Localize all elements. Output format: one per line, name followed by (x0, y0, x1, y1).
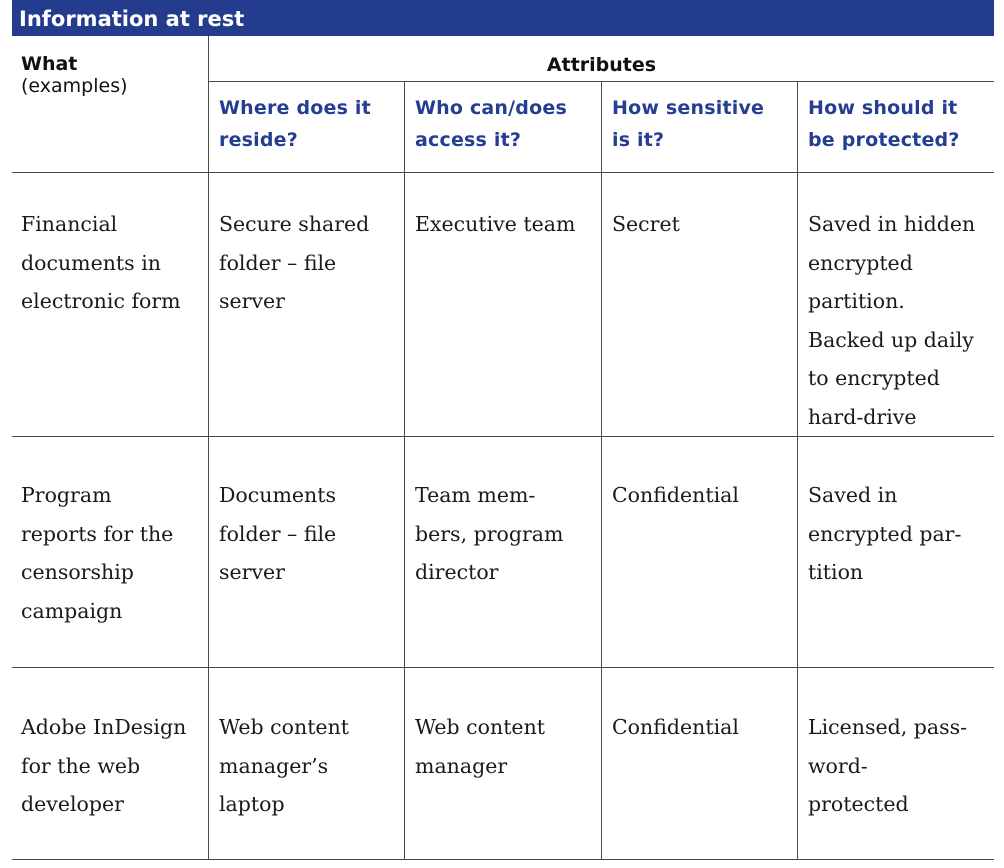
column-header-who-line-1: Who can/does (415, 97, 567, 119)
row-2-what: Program reports for the censorship campaign (21, 483, 174, 623)
column-header-sensitivity (612, 92, 764, 156)
header-bottom-rule (12, 172, 994, 173)
row-3-what: Adobe InDesign for the web developer (21, 715, 187, 817)
column-header-sensitivity-line-1: How sensitive (612, 97, 765, 119)
column-divider-sensitivity (797, 81, 798, 860)
column-header-protection (808, 92, 960, 156)
row-1-where: Secure shared folder – file server (219, 212, 370, 314)
column-divider-where (404, 81, 405, 860)
column-header-where-line-2: reside? (219, 129, 298, 151)
column-header-where-line-1: Where does it (219, 97, 371, 119)
row-2-protection: Saved in encrypted par- tition (808, 483, 962, 585)
attributes-header: Attributes (546, 54, 657, 76)
row-2-sensitivity: Confidential (612, 483, 739, 507)
row-3-who: Web content manager (415, 715, 546, 778)
row-1-sensitivity: Secret (612, 212, 680, 236)
row-3-where: Web content manager’s laptop (219, 715, 350, 817)
row-1-who: Executive team (415, 212, 576, 236)
table-title: Information at rest (12, 0, 994, 36)
what-header-sublabel: (examples) (21, 75, 128, 97)
column-header-who (415, 92, 567, 156)
row-3-sensitivity: Confidential (612, 715, 739, 739)
row-2-bottom-rule (12, 667, 994, 668)
row-1-what: Financial documents in electronic form (21, 212, 181, 314)
row-3-protection: Licensed, pass- word- protected (808, 715, 968, 817)
table-bottom-rule (12, 859, 994, 860)
column-divider-who (601, 81, 602, 860)
information-at-rest-table (12, 0, 994, 864)
column-header-sensitivity-line-2: is it? (612, 129, 665, 151)
what-header-label: What (21, 53, 78, 75)
row-2-where: Documents folder – file server (219, 483, 337, 585)
column-header-protection-line-2: be protected? (808, 129, 960, 151)
row-2-who: Team mem- bers, program director (415, 483, 564, 585)
column-header-where (219, 92, 371, 156)
column-header-protection-line-1: How should it (808, 97, 958, 119)
what-header (21, 53, 128, 97)
row-1-protection: Saved in hidden encrypted partition. Backed up daily to encrypted hard-drive (808, 212, 976, 429)
column-header-who-line-2: access it? (415, 129, 522, 151)
column-divider-what (208, 36, 209, 860)
